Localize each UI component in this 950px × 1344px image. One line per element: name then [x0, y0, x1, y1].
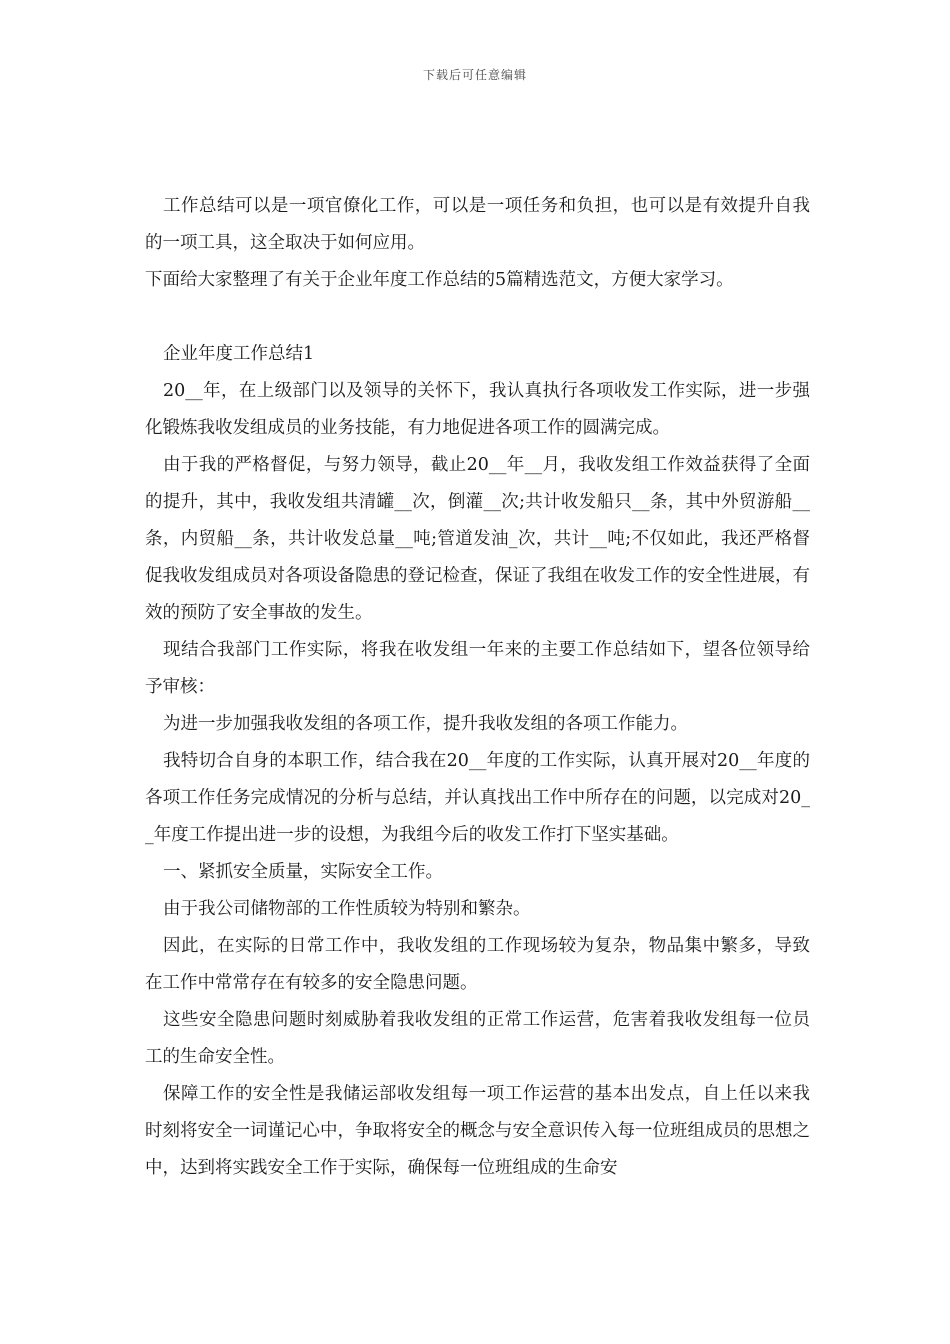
body-paragraph: 由于我公司储物部的工作性质较为特别和繁杂。	[163, 899, 531, 919]
body-paragraph: 为进一步加强我收发组的各项工作，提升我收发组的各项工作能力。	[163, 714, 688, 734]
intro-paragraph: 下面给大家整理了有关于企业年度工作总结的5篇精选范文，方便大家学习。	[145, 270, 734, 290]
body-paragraph: 由于我的严格督促，与努力领导，截止20__年__月，我收发组工作效益获得了全面的提升，其中，我收发组共清罐__次，倒灌__次;共计收发船只__条，其中外贸游船__条，内贸船__条，共计收发总量__吨;管道发油_次，共计__吨;不仅如此，我还严格督促我收发组成员对各项设备隐患的登记检查，保证了我组在收发工作的安全性进展，有效的预防了安全事故的发生。	[145, 455, 810, 623]
body-paragraph: 现结合我部门工作实际，将我在收发组一年来的主要工作总结如下，望各位领导给予审核：	[145, 640, 810, 697]
body-paragraph: 保障工作的安全性是我储运部收发组每一项工作运营的基本出发点，自上任以来我时刻将安全一词谨记心中，争取将安全的概念与安全意识传入每一位班组成员的思想之中，达到将实践安全工作于实际，确保每一位班组成的生命安	[145, 1084, 810, 1178]
document-body	[145, 188, 810, 1187]
body-paragraph: 我特切合自身的本职工作，结合我在20__年度的工作实际，认真开展对20__年度的各项工作任务完成情况的分析与总结，并认真找出工作中所存在的问题，以完成对20__年度工作提出进一步的设想，为我组今后的收发工作打下坚实基础。	[145, 751, 810, 845]
blank-line	[145, 299, 810, 336]
body-paragraph: 这些安全隐患问题时刻威胁着我收发组的正常工作运营，危害着我收发组每一位员工的生命安全性。	[145, 1010, 810, 1067]
page-header: 下载后可任意编辑	[422, 68, 527, 82]
section-heading: 一、紧抓安全质量，实际安全工作。	[163, 862, 443, 882]
body-paragraph: 20__年，在上级部门以及领导的关怀下，我认真执行各项收发工作实际，进一步强化锻炼我收发组成员的业务技能，有力地促进各项工作的圆满完成。	[145, 381, 810, 438]
intro-paragraph: 工作总结可以是一项官僚化工作，可以是一项任务和负担，也可以是有效提升自我的一项工具，这全取决于如何应用。	[145, 196, 810, 253]
body-paragraph: 因此，在实际的日常工作中，我收发组的工作现场较为复杂，物品集中繁多，导致在工作中常常存在有较多的安全隐患问题。	[145, 936, 810, 993]
section-title: 企业年度工作总结1	[163, 344, 315, 364]
